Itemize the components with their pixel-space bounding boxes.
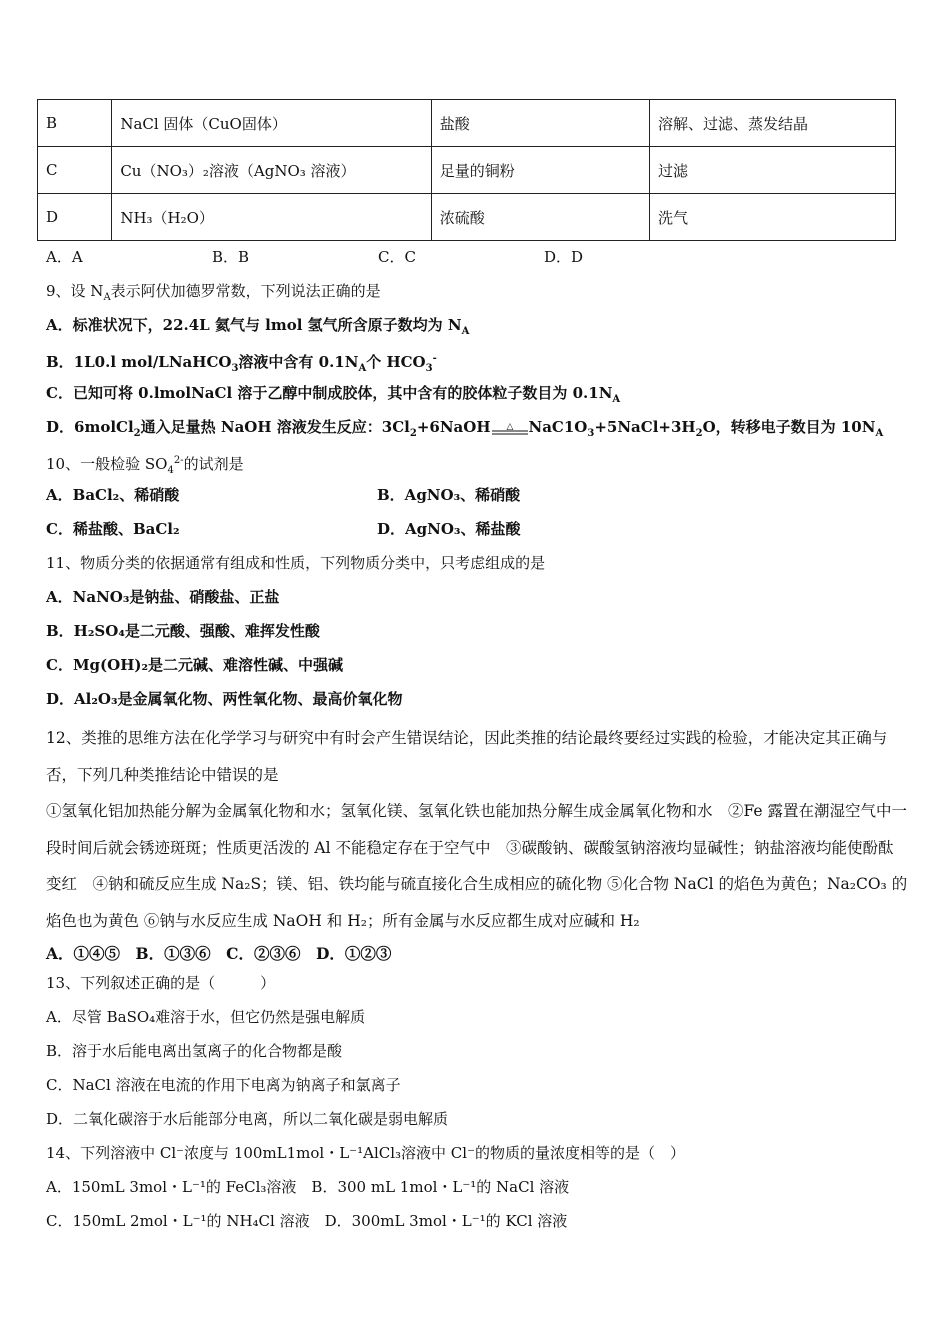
row-reagent: 浓硫酸 (431, 194, 649, 241)
q11-stem: 11、物质分类的依据通常有组成和性质，下列物质分类中，只考虑组成的是 (46, 554, 546, 572)
table-row (38, 100, 896, 147)
q11-option-d: D．Al₂O₃是金属氧化物、两性氧化物、最高价氧化物 (46, 690, 403, 708)
row-method: 溶解、过滤、蒸发结晶 (649, 100, 895, 147)
q9-stem: 9、设 $N_A$表示阿伏加德罗常数，下列说法正确的是 (46, 282, 381, 303)
answer-choice: A．A (46, 248, 83, 266)
q10-stem: 10、一般检验 $SO_4^{2-}$的试剂是 (46, 455, 244, 476)
q12-answers: A．①④⑤ B．①③⑥ C．②③⑥ D．①②③ (46, 944, 392, 963)
q12-stem: 12、类推的思维方法在化学学习与研究中有时会产生错误结论，因此类推的结论最终要经过实践的检验，才能决定其正确与否，下列几种类推结论中错误的是 (46, 729, 888, 784)
q13-stem: 13、下列叙述正确的是（ ） (46, 974, 276, 992)
q11-option-b: B．H₂SO₄是二元酸、强酸、难挥发性酸 (46, 622, 320, 640)
q13-option-a: A．尽管 BaSO₄难溶于水，但它仍然是强电解质 (46, 1008, 366, 1026)
q11-option-a: A．NaNO₃是钠盐、硝酸盐、正盐 (46, 588, 280, 606)
q10-option-b: B．AgNO₃、稀硝酸 (377, 486, 521, 504)
q14-stem: 14、下列溶液中 Cl⁻浓度与 100mL1mol・L⁻¹AlCl₃溶液中 Cl⁻的物质的量浓度相等的是（ ） (46, 1144, 685, 1162)
q9-option-d: D．6molCl$_2$通入足量热 NaOH 溶液发生反应：$3Cl_2+6NaOH$ △ $NaC1O_3+5NaCl+3H_2O$，转移电子数目为 $10N_A$ (46, 418, 884, 439)
answer-choice: B．B (212, 248, 250, 266)
row-substance: NH₃（H₂O） (112, 194, 431, 241)
answer-choice: D．D (544, 248, 584, 266)
q14-options-ab: A．150mL 3mol・L⁻¹的 FeCl₃溶液 B．300 mL 1mol・L⁻¹的 NaCl 溶液 (46, 1178, 570, 1196)
q14-options-cd: C．150mL 2mol・L⁻¹的 NH₄Cl 溶液 D．300mL 3mol・L⁻¹的 KCl 溶液 (46, 1212, 568, 1230)
q9-option-a: A．标准状况下，22.4L 氦气与 lmol 氢气所含原子数均为 $N_A$ (46, 316, 470, 337)
row-label: D (38, 194, 112, 241)
q11-option-c: C．Mg(OH)₂是二元碱、难溶性碱、中强碱 (46, 656, 344, 674)
options-table (37, 99, 896, 241)
row-method: 过滤 (649, 147, 895, 194)
table-row (38, 194, 896, 241)
q10-option-c: C．稀盐酸、BaCl₂ (46, 520, 180, 538)
q10-option-a: A．BaCl₂、稀硝酸 (46, 486, 180, 504)
q13-option-d: D．二氧化碳溶于水后能部分电离，所以二氧化碳是弱电解质 (46, 1110, 449, 1128)
q12-body: ①氢氧化铝加热能分解为金属氧化物和水；氢氧化镁、氢氧化铁也能加热分解生成金属氧化物和水 ②Fe 露置在潮湿空气中一段时间后就会锈迹斑斑；性质更活泼的 Al 不能稳定存在于空气中 ③碳酸钠、碳酸氢钠溶液均显碱性；钠盐溶液均能使酚酞变红 ④钠和硫反应生成 Na₂S；镁、铝、铁均能与硫直接化合生成相应的硫化物 ⑤化合物 NaCl 的焰色为黄色；Na₂CO₃ 的焰色也为黄色 ⑥钠与水反应生成 NaOH 和 H₂；所有金属与水反应都生成对应碱和 H₂ (46, 802, 908, 930)
q12-block (46, 720, 908, 969)
row-label: B (38, 100, 112, 147)
row-label: C (38, 147, 112, 194)
heat-condition-symbol (491, 421, 529, 435)
svg-text:△: △ (506, 422, 513, 432)
answer-choice: C．C (378, 248, 416, 266)
q8-answer-choices (46, 247, 583, 267)
row-substance: Cu（NO₃）₂溶液（AgNO₃ 溶液） (112, 147, 431, 194)
row-reagent: 足量的铜粉 (431, 147, 649, 194)
row-substance: NaCl 固体（CuO固体） (112, 100, 431, 147)
row-reagent: 盐酸 (431, 100, 649, 147)
q9-option-c: C．已知可将 0.lmolNaCl 溶于乙醇中制成胶体，其中含有的胶体粒子数目为 $0.1N_A$ (46, 384, 621, 405)
q13-option-c: C．NaCl 溶液在电流的作用下电离为钠离子和氯离子 (46, 1076, 401, 1094)
row-method: 洗气 (649, 194, 895, 241)
q13-option-b: B．溶于水后能电离出氢离子的化合物都是酸 (46, 1042, 343, 1060)
q9-option-b: B．1L0.l mol/LNaHCO$_3$溶液中含有 $0.1N_A$个 $HCO_3^-$ (46, 353, 437, 374)
table-row (38, 147, 896, 194)
q10-option-d: D．AgNO₃、稀盐酸 (377, 520, 521, 538)
